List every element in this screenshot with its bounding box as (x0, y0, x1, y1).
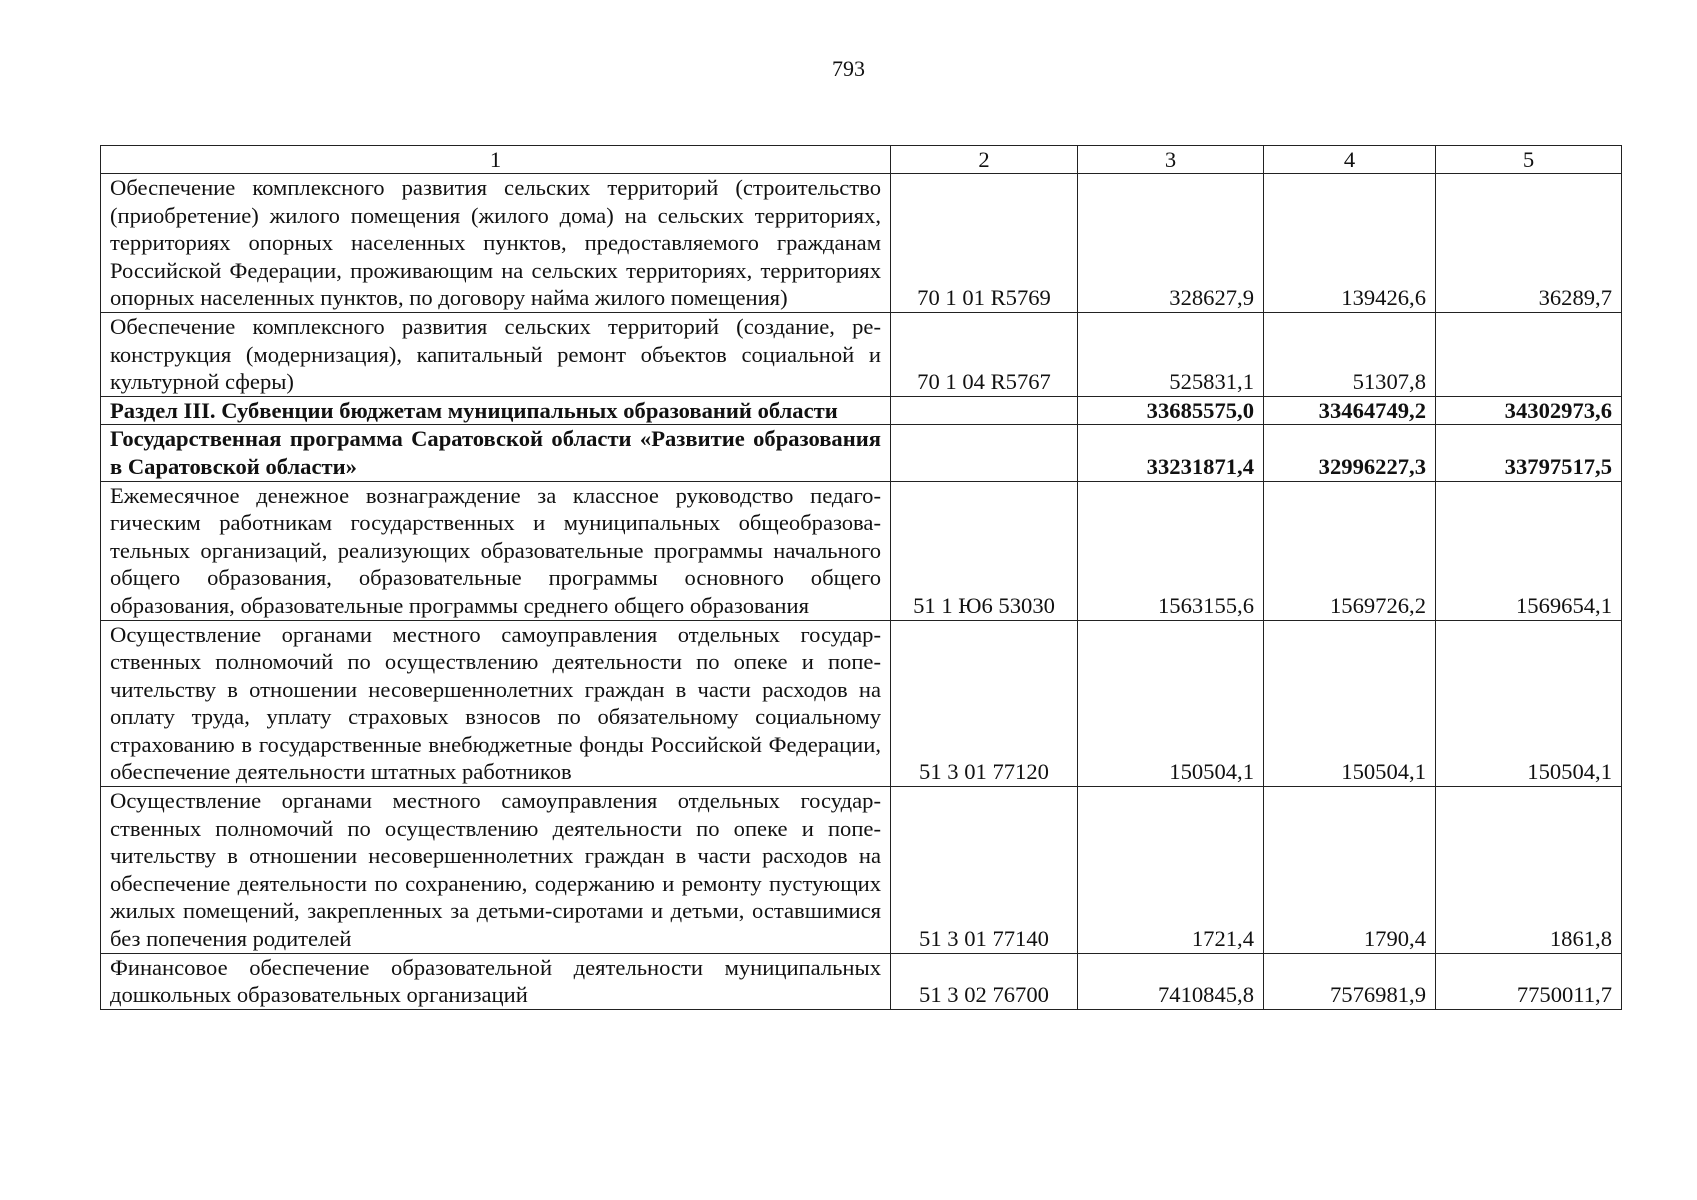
expense-name-cell: Ежемесячное денежное вознаграждение за классное руководство педагогическим работникам государственных и муниципальных общеобразовательных организаций, реализующих образовательные программы начального общего образования, образовательные программы основного общего образования, образовательные программы среднего общего образования (101, 481, 891, 620)
expense-name-cell: Осуществление органами местного самоуправления отдельных государственных полномочий по осуществлению деятельности по опеке и попечительству в отношении несовершеннолетних граждан в части расходов на обеспечение деятельности по сохранению, содержанию и ремонту пустующих жилых помещений, закрепленных за детьми-сиротами и детьми, оставшимися без попечения родителей (101, 787, 891, 954)
amount-column-5-cell: 1861,8 (1436, 787, 1622, 954)
column-header-1: 1 (101, 146, 891, 174)
column-header-5: 5 (1436, 146, 1622, 174)
column-header-4: 4 (1264, 146, 1436, 174)
amount-column-4-cell: 150504,1 (1264, 620, 1436, 787)
amount-column-4-cell: 139426,6 (1264, 174, 1436, 313)
column-header-2: 2 (891, 146, 1078, 174)
table-row (101, 481, 1622, 620)
amount-column-3-cell: 328627,9 (1078, 174, 1264, 313)
amount-column-3-cell: 525831,1 (1078, 312, 1264, 396)
amount-column-4-cell: 1569726,2 (1264, 481, 1436, 620)
amount-column-3-cell: 1721,4 (1078, 787, 1264, 954)
amount-column-4-cell: 51307,8 (1264, 312, 1436, 396)
budget-code-cell (891, 425, 1078, 481)
table-row (101, 174, 1622, 313)
amount-column-5-cell: 34302973,6 (1436, 396, 1622, 425)
table-row (101, 312, 1622, 396)
expense-name-cell: Государственная программа Саратовской области «Развитие образования в Саратовской области» (101, 425, 891, 481)
amount-column-3-cell: 150504,1 (1078, 620, 1264, 787)
amount-column-5-cell: 1569654,1 (1436, 481, 1622, 620)
amount-column-5-cell: 7750011,7 (1436, 953, 1622, 1009)
table-row (101, 425, 1622, 481)
amount-column-5-cell: 33797517,5 (1436, 425, 1622, 481)
table-row (101, 787, 1622, 954)
page-number: 793 (832, 56, 865, 81)
budget-code-cell: 51 3 01 77140 (891, 787, 1078, 954)
amount-column-5-cell: 36289,7 (1436, 174, 1622, 313)
budget-code-cell (891, 396, 1078, 425)
amount-column-3-cell: 33231871,4 (1078, 425, 1264, 481)
amount-column-3-cell: 33685575,0 (1078, 396, 1264, 425)
budget-code-cell: 51 3 02 76700 (891, 953, 1078, 1009)
budget-code-cell: 70 1 01 R5769 (891, 174, 1078, 313)
amount-column-5-cell: 150504,1 (1436, 620, 1622, 787)
budget-code-cell: 51 1 Ю6 53030 (891, 481, 1078, 620)
amount-column-4-cell: 32996227,3 (1264, 425, 1436, 481)
column-header-3: 3 (1078, 146, 1264, 174)
amount-column-3-cell: 7410845,8 (1078, 953, 1264, 1009)
budget-code-cell: 70 1 04 R5767 (891, 312, 1078, 396)
amount-column-4-cell: 1790,4 (1264, 787, 1436, 954)
expense-name-cell: Осуществление органами местного самоуправления отдельных государственных полномочий по осуществлению деятельности по опеке и попечительству в отношении несовершеннолетних граждан в части расходов на оплату труда, уплату страховых взносов по обязательному социальному страхованию в государственные внебюджетные фонды Российской Федерации, обеспечение деятельности штатных работников (101, 620, 891, 787)
table-row (101, 396, 1622, 425)
table-row (101, 953, 1622, 1009)
budget-table (100, 145, 1622, 1010)
amount-column-5-cell (1436, 312, 1622, 396)
amount-column-3-cell: 1563155,6 (1078, 481, 1264, 620)
amount-column-4-cell: 33464749,2 (1264, 396, 1436, 425)
expense-name-cell: Раздел III. Субвенции бюджетам муниципальных образований области (101, 396, 891, 425)
table-row (101, 620, 1622, 787)
expense-name-cell: Обеспечение комплексного развития сельских территорий (строительство (приобретение) жилого помещения (жилого дома) на сельских территориях, территориях опорных населенных пунктов, предоставляемого гражданам Российской Федерации, проживающим на сельских территориях, территориях опорных населенных пунктов, по договору найма жилого помещения) (101, 174, 891, 313)
column-number-header-row (101, 146, 1622, 174)
budget-code-cell: 51 3 01 77120 (891, 620, 1078, 787)
amount-column-4-cell: 7576981,9 (1264, 953, 1436, 1009)
expense-name-cell: Финансовое обеспечение образовательной деятельности муниципальных дошкольных образовательных организаций (101, 953, 891, 1009)
expense-name-cell: Обеспечение комплексного развития сельских территорий (создание, реконструкция (модернизация), капитальный ремонт объектов социальной и культурной сферы) (101, 312, 891, 396)
